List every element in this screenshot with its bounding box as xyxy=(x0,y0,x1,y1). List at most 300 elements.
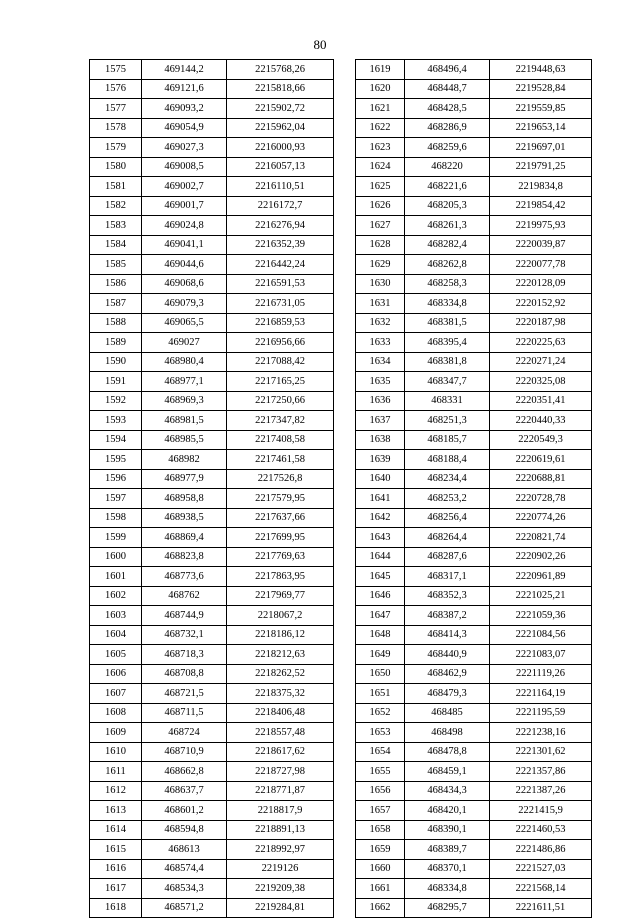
table-row xyxy=(90,118,334,138)
point-number-cell: 1658 xyxy=(356,820,405,840)
x-coordinate-cell: 468381,8 xyxy=(405,352,490,372)
table-row xyxy=(90,216,334,236)
table-row xyxy=(356,567,592,587)
table-row xyxy=(90,450,334,470)
point-number-cell: 1608 xyxy=(90,703,142,723)
x-coordinate-cell: 468711,5 xyxy=(142,703,227,723)
point-number-cell: 1582 xyxy=(90,196,142,216)
x-coordinate-cell: 468389,7 xyxy=(405,840,490,860)
x-coordinate-cell: 468395,4 xyxy=(405,333,490,353)
table-row xyxy=(90,489,334,509)
y-coordinate-cell: 2220619,61 xyxy=(490,450,592,470)
y-coordinate-cell: 2217579,95 xyxy=(227,489,334,509)
y-coordinate-cell: 2221119,26 xyxy=(490,664,592,684)
point-number-cell: 1618 xyxy=(90,898,142,918)
y-coordinate-cell: 2220961,89 xyxy=(490,567,592,587)
x-coordinate-cell: 468259,6 xyxy=(405,138,490,158)
point-number-cell: 1657 xyxy=(356,801,405,821)
x-coordinate-cell: 468334,8 xyxy=(405,879,490,899)
y-coordinate-cell: 2221460,53 xyxy=(490,820,592,840)
y-coordinate-cell: 2218727,98 xyxy=(227,762,334,782)
y-coordinate-cell: 2217637,66 xyxy=(227,508,334,528)
table-row xyxy=(356,352,592,372)
table-row xyxy=(90,60,334,80)
x-coordinate-cell: 468295,7 xyxy=(405,898,490,918)
y-coordinate-cell: 2215768,26 xyxy=(227,60,334,80)
y-coordinate-cell: 2218212,63 xyxy=(227,645,334,665)
table-row xyxy=(90,840,334,860)
y-coordinate-cell: 2220549,3 xyxy=(490,430,592,450)
table-row xyxy=(90,586,334,606)
x-coordinate-cell: 468414,3 xyxy=(405,625,490,645)
point-number-cell: 1623 xyxy=(356,138,405,158)
x-coordinate-cell: 468381,5 xyxy=(405,313,490,333)
point-number-cell: 1617 xyxy=(90,879,142,899)
x-coordinate-cell: 469002,7 xyxy=(142,177,227,197)
y-coordinate-cell: 2217250,66 xyxy=(227,391,334,411)
x-coordinate-cell: 468534,3 xyxy=(142,879,227,899)
table-row xyxy=(356,430,592,450)
x-coordinate-cell: 468601,2 xyxy=(142,801,227,821)
y-coordinate-cell: 2218186,12 xyxy=(227,625,334,645)
point-number-cell: 1609 xyxy=(90,723,142,743)
table-row xyxy=(356,586,592,606)
x-coordinate-cell: 468773,6 xyxy=(142,567,227,587)
x-coordinate-cell: 469093,2 xyxy=(142,99,227,119)
x-coordinate-cell: 468977,9 xyxy=(142,469,227,489)
x-coordinate-cell: 468262,8 xyxy=(405,255,490,275)
x-coordinate-cell: 468823,8 xyxy=(142,547,227,567)
point-number-cell: 1662 xyxy=(356,898,405,918)
table-row xyxy=(90,625,334,645)
point-number-cell: 1598 xyxy=(90,508,142,528)
point-number-cell: 1597 xyxy=(90,489,142,509)
x-coordinate-cell: 468234,4 xyxy=(405,469,490,489)
point-number-cell: 1643 xyxy=(356,528,405,548)
y-coordinate-cell: 2217461,58 xyxy=(227,450,334,470)
x-coordinate-cell: 468205,3 xyxy=(405,196,490,216)
y-coordinate-cell: 2221568,14 xyxy=(490,879,592,899)
table-row xyxy=(356,723,592,743)
table-row xyxy=(90,138,334,158)
point-number-cell: 1590 xyxy=(90,352,142,372)
point-number-cell: 1619 xyxy=(356,60,405,80)
x-coordinate-cell: 469027,3 xyxy=(142,138,227,158)
y-coordinate-cell: 2217408,58 xyxy=(227,430,334,450)
point-number-cell: 1653 xyxy=(356,723,405,743)
point-number-cell: 1660 xyxy=(356,859,405,879)
y-coordinate-cell: 2219834,8 xyxy=(490,177,592,197)
x-coordinate-cell: 468613 xyxy=(142,840,227,860)
table-row xyxy=(90,255,334,275)
y-coordinate-cell: 2218375,32 xyxy=(227,684,334,704)
y-coordinate-cell: 2220728,78 xyxy=(490,489,592,509)
x-coordinate-cell: 468331 xyxy=(405,391,490,411)
y-coordinate-cell: 2216956,66 xyxy=(227,333,334,353)
x-coordinate-cell: 468317,1 xyxy=(405,567,490,587)
x-coordinate-cell: 468498 xyxy=(405,723,490,743)
y-coordinate-cell: 2219448,63 xyxy=(490,60,592,80)
table-row xyxy=(90,372,334,392)
x-coordinate-cell: 468977,1 xyxy=(142,372,227,392)
y-coordinate-cell: 2219559,85 xyxy=(490,99,592,119)
table-row xyxy=(356,840,592,860)
y-coordinate-cell: 2216110,51 xyxy=(227,177,334,197)
coordinates-table-right xyxy=(355,59,592,918)
point-number-cell: 1629 xyxy=(356,255,405,275)
table-row xyxy=(90,664,334,684)
x-coordinate-cell: 468938,5 xyxy=(142,508,227,528)
point-number-cell: 1633 xyxy=(356,333,405,353)
table-row xyxy=(90,742,334,762)
table-row xyxy=(90,157,334,177)
table-row xyxy=(356,196,592,216)
table-row xyxy=(356,118,592,138)
y-coordinate-cell: 2221415,9 xyxy=(490,801,592,821)
point-number-cell: 1596 xyxy=(90,469,142,489)
point-number-cell: 1624 xyxy=(356,157,405,177)
table-row xyxy=(356,411,592,431)
y-coordinate-cell: 2217088,42 xyxy=(227,352,334,372)
x-coordinate-cell: 468981,5 xyxy=(142,411,227,431)
x-coordinate-cell: 469008,5 xyxy=(142,157,227,177)
point-number-cell: 1578 xyxy=(90,118,142,138)
table-row xyxy=(356,216,592,236)
x-coordinate-cell: 468221,6 xyxy=(405,177,490,197)
x-coordinate-cell: 469027 xyxy=(142,333,227,353)
table-row xyxy=(356,528,592,548)
point-number-cell: 1577 xyxy=(90,99,142,119)
x-coordinate-cell: 468958,8 xyxy=(142,489,227,509)
y-coordinate-cell: 2220187,98 xyxy=(490,313,592,333)
table-row xyxy=(356,625,592,645)
table-row xyxy=(90,703,334,723)
page-number: 80 xyxy=(313,37,327,52)
x-coordinate-cell: 469024,8 xyxy=(142,216,227,236)
point-number-cell: 1621 xyxy=(356,99,405,119)
x-coordinate-cell: 468721,5 xyxy=(142,684,227,704)
table-row xyxy=(90,723,334,743)
x-coordinate-cell: 469144,2 xyxy=(142,60,227,80)
y-coordinate-cell: 2216352,39 xyxy=(227,235,334,255)
table-row xyxy=(90,333,334,353)
point-number-cell: 1625 xyxy=(356,177,405,197)
x-coordinate-cell: 468571,2 xyxy=(142,898,227,918)
table-row xyxy=(90,430,334,450)
y-coordinate-cell: 2221084,56 xyxy=(490,625,592,645)
point-number-cell: 1576 xyxy=(90,79,142,99)
table-row xyxy=(356,489,592,509)
x-coordinate-cell: 468387,2 xyxy=(405,606,490,626)
point-number-cell: 1612 xyxy=(90,781,142,801)
x-coordinate-cell: 469079,3 xyxy=(142,294,227,314)
x-coordinate-cell: 468985,5 xyxy=(142,430,227,450)
y-coordinate-cell: 2220774,26 xyxy=(490,508,592,528)
point-number-cell: 1634 xyxy=(356,352,405,372)
y-coordinate-cell: 2220440,33 xyxy=(490,411,592,431)
point-number-cell: 1581 xyxy=(90,177,142,197)
table-row xyxy=(356,391,592,411)
y-coordinate-cell: 2220225,63 xyxy=(490,333,592,353)
x-coordinate-cell: 468462,9 xyxy=(405,664,490,684)
y-coordinate-cell: 2217526,8 xyxy=(227,469,334,489)
point-number-cell: 1588 xyxy=(90,313,142,333)
x-coordinate-cell: 468869,4 xyxy=(142,528,227,548)
table-row xyxy=(90,79,334,99)
point-number-cell: 1656 xyxy=(356,781,405,801)
point-number-cell: 1645 xyxy=(356,567,405,587)
point-number-cell: 1638 xyxy=(356,430,405,450)
table-row xyxy=(356,450,592,470)
point-number-cell: 1635 xyxy=(356,372,405,392)
y-coordinate-cell: 2215902,72 xyxy=(227,99,334,119)
point-number-cell: 1630 xyxy=(356,274,405,294)
table-row xyxy=(356,333,592,353)
table-row xyxy=(90,762,334,782)
x-coordinate-cell: 468980,4 xyxy=(142,352,227,372)
point-number-cell: 1649 xyxy=(356,645,405,665)
table-row xyxy=(90,684,334,704)
table-row xyxy=(356,781,592,801)
point-number-cell: 1587 xyxy=(90,294,142,314)
point-number-cell: 1615 xyxy=(90,840,142,860)
point-number-cell: 1652 xyxy=(356,703,405,723)
x-coordinate-cell: 469068,6 xyxy=(142,274,227,294)
y-coordinate-cell: 2219697,01 xyxy=(490,138,592,158)
x-coordinate-cell: 468459,1 xyxy=(405,762,490,782)
point-number-cell: 1636 xyxy=(356,391,405,411)
table-row xyxy=(90,820,334,840)
point-number-cell: 1606 xyxy=(90,664,142,684)
table-row xyxy=(356,508,592,528)
table-row xyxy=(356,99,592,119)
table-row xyxy=(90,177,334,197)
x-coordinate-cell: 468282,4 xyxy=(405,235,490,255)
table-row xyxy=(356,879,592,899)
y-coordinate-cell: 2221083,07 xyxy=(490,645,592,665)
point-number-cell: 1575 xyxy=(90,60,142,80)
y-coordinate-cell: 2216442,24 xyxy=(227,255,334,275)
point-number-cell: 1611 xyxy=(90,762,142,782)
table-row xyxy=(90,801,334,821)
y-coordinate-cell: 2217863,95 xyxy=(227,567,334,587)
table-row xyxy=(356,684,592,704)
x-coordinate-cell: 468428,5 xyxy=(405,99,490,119)
x-coordinate-cell: 468479,3 xyxy=(405,684,490,704)
table-row xyxy=(90,391,334,411)
point-number-cell: 1642 xyxy=(356,508,405,528)
table-row xyxy=(90,274,334,294)
y-coordinate-cell: 2221357,86 xyxy=(490,762,592,782)
y-coordinate-cell: 2216591,53 xyxy=(227,274,334,294)
table-row xyxy=(90,567,334,587)
x-coordinate-cell: 468708,8 xyxy=(142,664,227,684)
x-coordinate-cell: 468434,3 xyxy=(405,781,490,801)
table-row xyxy=(356,372,592,392)
y-coordinate-cell: 2218817,9 xyxy=(227,801,334,821)
point-number-cell: 1647 xyxy=(356,606,405,626)
x-coordinate-cell: 468261,3 xyxy=(405,216,490,236)
table-row xyxy=(90,313,334,333)
point-number-cell: 1594 xyxy=(90,430,142,450)
point-number-cell: 1628 xyxy=(356,235,405,255)
point-number-cell: 1632 xyxy=(356,313,405,333)
y-coordinate-cell: 2221527,03 xyxy=(490,859,592,879)
point-number-cell: 1595 xyxy=(90,450,142,470)
y-coordinate-cell: 2219791,25 xyxy=(490,157,592,177)
y-coordinate-cell: 2217699,95 xyxy=(227,528,334,548)
y-coordinate-cell: 2217347,82 xyxy=(227,411,334,431)
table-row xyxy=(356,742,592,762)
table-row xyxy=(356,79,592,99)
y-coordinate-cell: 2221238,16 xyxy=(490,723,592,743)
x-coordinate-cell: 468496,4 xyxy=(405,60,490,80)
point-number-cell: 1640 xyxy=(356,469,405,489)
point-number-cell: 1659 xyxy=(356,840,405,860)
x-coordinate-cell: 468370,1 xyxy=(405,859,490,879)
x-coordinate-cell: 468732,1 xyxy=(142,625,227,645)
x-coordinate-cell: 468637,7 xyxy=(142,781,227,801)
x-coordinate-cell: 468390,1 xyxy=(405,820,490,840)
point-number-cell: 1600 xyxy=(90,547,142,567)
table-row xyxy=(90,99,334,119)
x-coordinate-cell: 468744,9 xyxy=(142,606,227,626)
x-coordinate-cell: 468286,9 xyxy=(405,118,490,138)
table-row xyxy=(356,664,592,684)
point-number-cell: 1589 xyxy=(90,333,142,353)
point-number-cell: 1592 xyxy=(90,391,142,411)
y-coordinate-cell: 2219126 xyxy=(227,859,334,879)
point-number-cell: 1626 xyxy=(356,196,405,216)
point-number-cell: 1614 xyxy=(90,820,142,840)
x-coordinate-cell: 468982 xyxy=(142,450,227,470)
y-coordinate-cell: 2218557,48 xyxy=(227,723,334,743)
point-number-cell: 1655 xyxy=(356,762,405,782)
y-coordinate-cell: 2215962,04 xyxy=(227,118,334,138)
table-row xyxy=(356,898,592,918)
point-number-cell: 1586 xyxy=(90,274,142,294)
x-coordinate-cell: 468251,3 xyxy=(405,411,490,431)
y-coordinate-cell: 2218771,87 xyxy=(227,781,334,801)
table-row xyxy=(90,781,334,801)
y-coordinate-cell: 2221164,19 xyxy=(490,684,592,704)
x-coordinate-cell: 469001,7 xyxy=(142,196,227,216)
x-coordinate-cell: 468448,7 xyxy=(405,79,490,99)
y-coordinate-cell: 2219653,14 xyxy=(490,118,592,138)
point-number-cell: 1651 xyxy=(356,684,405,704)
table-row xyxy=(356,801,592,821)
table-row xyxy=(356,60,592,80)
y-coordinate-cell: 2221301,62 xyxy=(490,742,592,762)
table-row xyxy=(356,235,592,255)
x-coordinate-cell: 468485 xyxy=(405,703,490,723)
y-coordinate-cell: 2220902,26 xyxy=(490,547,592,567)
y-coordinate-cell: 2221059,36 xyxy=(490,606,592,626)
table-row xyxy=(90,898,334,918)
y-coordinate-cell: 2221195,59 xyxy=(490,703,592,723)
table-row xyxy=(90,879,334,899)
point-number-cell: 1602 xyxy=(90,586,142,606)
point-number-cell: 1661 xyxy=(356,879,405,899)
y-coordinate-cell: 2220152,92 xyxy=(490,294,592,314)
table-row xyxy=(90,235,334,255)
x-coordinate-cell: 469121,6 xyxy=(142,79,227,99)
x-coordinate-cell: 468185,7 xyxy=(405,430,490,450)
point-number-cell: 1601 xyxy=(90,567,142,587)
point-number-cell: 1591 xyxy=(90,372,142,392)
x-coordinate-cell: 468478,8 xyxy=(405,742,490,762)
point-number-cell: 1622 xyxy=(356,118,405,138)
y-coordinate-cell: 2218992,97 xyxy=(227,840,334,860)
table-row xyxy=(90,528,334,548)
table-row xyxy=(356,294,592,314)
y-coordinate-cell: 2218617,62 xyxy=(227,742,334,762)
x-coordinate-cell: 468334,8 xyxy=(405,294,490,314)
y-coordinate-cell: 2218891,13 xyxy=(227,820,334,840)
table-row xyxy=(90,645,334,665)
table-row xyxy=(356,138,592,158)
table-row xyxy=(90,411,334,431)
y-coordinate-cell: 2218406,48 xyxy=(227,703,334,723)
point-number-cell: 1648 xyxy=(356,625,405,645)
table-row xyxy=(356,645,592,665)
table-row xyxy=(90,859,334,879)
y-coordinate-cell: 2220271,24 xyxy=(490,352,592,372)
x-coordinate-cell: 468347,7 xyxy=(405,372,490,392)
point-number-cell: 1580 xyxy=(90,157,142,177)
y-coordinate-cell: 2219975,93 xyxy=(490,216,592,236)
point-number-cell: 1644 xyxy=(356,547,405,567)
table-row xyxy=(356,274,592,294)
point-number-cell: 1604 xyxy=(90,625,142,645)
table-row xyxy=(90,196,334,216)
x-coordinate-cell: 468662,8 xyxy=(142,762,227,782)
point-number-cell: 1605 xyxy=(90,645,142,665)
y-coordinate-cell: 2217969,77 xyxy=(227,586,334,606)
y-coordinate-cell: 2216057,13 xyxy=(227,157,334,177)
point-number-cell: 1641 xyxy=(356,489,405,509)
point-number-cell: 1599 xyxy=(90,528,142,548)
x-coordinate-cell: 469065,5 xyxy=(142,313,227,333)
point-number-cell: 1584 xyxy=(90,235,142,255)
y-coordinate-cell: 2219528,84 xyxy=(490,79,592,99)
x-coordinate-cell: 468264,4 xyxy=(405,528,490,548)
point-number-cell: 1610 xyxy=(90,742,142,762)
y-coordinate-cell: 2218262,52 xyxy=(227,664,334,684)
y-coordinate-cell: 2220128,09 xyxy=(490,274,592,294)
y-coordinate-cell: 2220077,78 xyxy=(490,255,592,275)
point-number-cell: 1627 xyxy=(356,216,405,236)
x-coordinate-cell: 468594,8 xyxy=(142,820,227,840)
point-number-cell: 1620 xyxy=(356,79,405,99)
y-coordinate-cell: 2220351,41 xyxy=(490,391,592,411)
x-coordinate-cell: 469041,1 xyxy=(142,235,227,255)
y-coordinate-cell: 2218067,2 xyxy=(227,606,334,626)
table-row xyxy=(356,157,592,177)
x-coordinate-cell: 468253,2 xyxy=(405,489,490,509)
table-row xyxy=(356,606,592,626)
y-coordinate-cell: 2215818,66 xyxy=(227,79,334,99)
table-row xyxy=(90,469,334,489)
y-coordinate-cell: 2216859,53 xyxy=(227,313,334,333)
point-number-cell: 1637 xyxy=(356,411,405,431)
y-coordinate-cell: 2220688,81 xyxy=(490,469,592,489)
coordinates-table-left xyxy=(89,59,334,918)
point-number-cell: 1639 xyxy=(356,450,405,470)
x-coordinate-cell: 468574,4 xyxy=(142,859,227,879)
point-number-cell: 1616 xyxy=(90,859,142,879)
y-coordinate-cell: 2221025,21 xyxy=(490,586,592,606)
